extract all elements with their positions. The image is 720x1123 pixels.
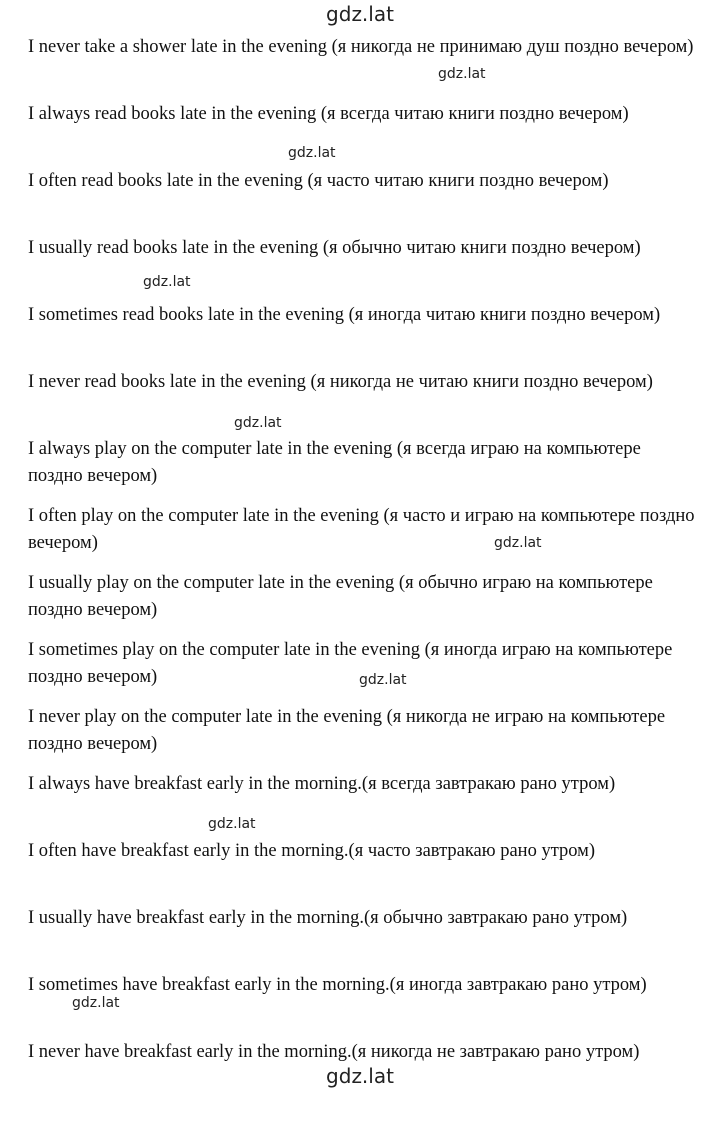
sentence-line: I never read books late in the evening (я никогда не читаю книги поздно вечером)	[28, 372, 653, 392]
watermark: gdz.lat	[438, 66, 486, 82]
watermark-bottom: gdz.lat	[326, 1064, 394, 1088]
sentence-line: I usually have breakfast early in the morning.(я обычно завтракаю рано утром)	[28, 908, 628, 928]
watermark: gdz.lat	[208, 816, 256, 832]
sentence-line: I often play on the computer late in the evening (я часто и играю на компьютере поздно вечером)	[28, 506, 695, 553]
watermark: gdz.lat	[359, 672, 407, 688]
sentence-line: I never play on the computer late in the evening (я никогда не играю на компьютере поздно вечером)	[28, 707, 666, 754]
sentence-line: I always have breakfast early in the morning.(я всегда завтракаю рано утром)	[28, 774, 616, 794]
sentence-line: I never have breakfast early in the morning.(я никогда не завтракаю рано утром)	[28, 1042, 640, 1062]
sentence-line: I often read books late in the evening (я часто читаю книги поздно вечером)	[28, 171, 609, 191]
watermark: gdz.lat	[494, 535, 542, 551]
sentence-line: I usually play on the computer late in the evening (я обычно играю на компьютере поздно вечером)	[28, 573, 653, 620]
sentence-line: I usually read books late in the evening (я обычно читаю книги поздно вечером)	[28, 238, 641, 258]
sentence-line: I sometimes read books late in the evening (я иногда читаю книги поздно вечером)	[28, 305, 661, 325]
sentence-line: I always read books late in the evening (я всегда читаю книги поздно вечером)	[28, 104, 629, 124]
sentence-list	[28, 34, 698, 1106]
sentence-line: I often have breakfast early in the morning.(я часто завтракаю рано утром)	[28, 841, 596, 861]
watermark-top: gdz.lat	[326, 2, 394, 26]
sentence-line: I never take a shower late in the evening (я никогда не принимаю душ поздно вечером)	[28, 37, 694, 57]
sentence-line: I always play on the computer late in the evening (я всегда играю на компьютере поздно вечером)	[28, 439, 641, 486]
watermark: gdz.lat	[72, 995, 120, 1011]
sentence-line: I sometimes play on the computer late in the evening (я иногда играю на компьютере поздно вечером)	[28, 640, 673, 687]
watermark: gdz.lat	[234, 415, 282, 431]
watermark: gdz.lat	[143, 274, 191, 290]
sentence-line: I sometimes have breakfast early in the morning.(я иногда завтракаю рано утром)	[28, 975, 647, 995]
watermark: gdz.lat	[288, 145, 336, 161]
